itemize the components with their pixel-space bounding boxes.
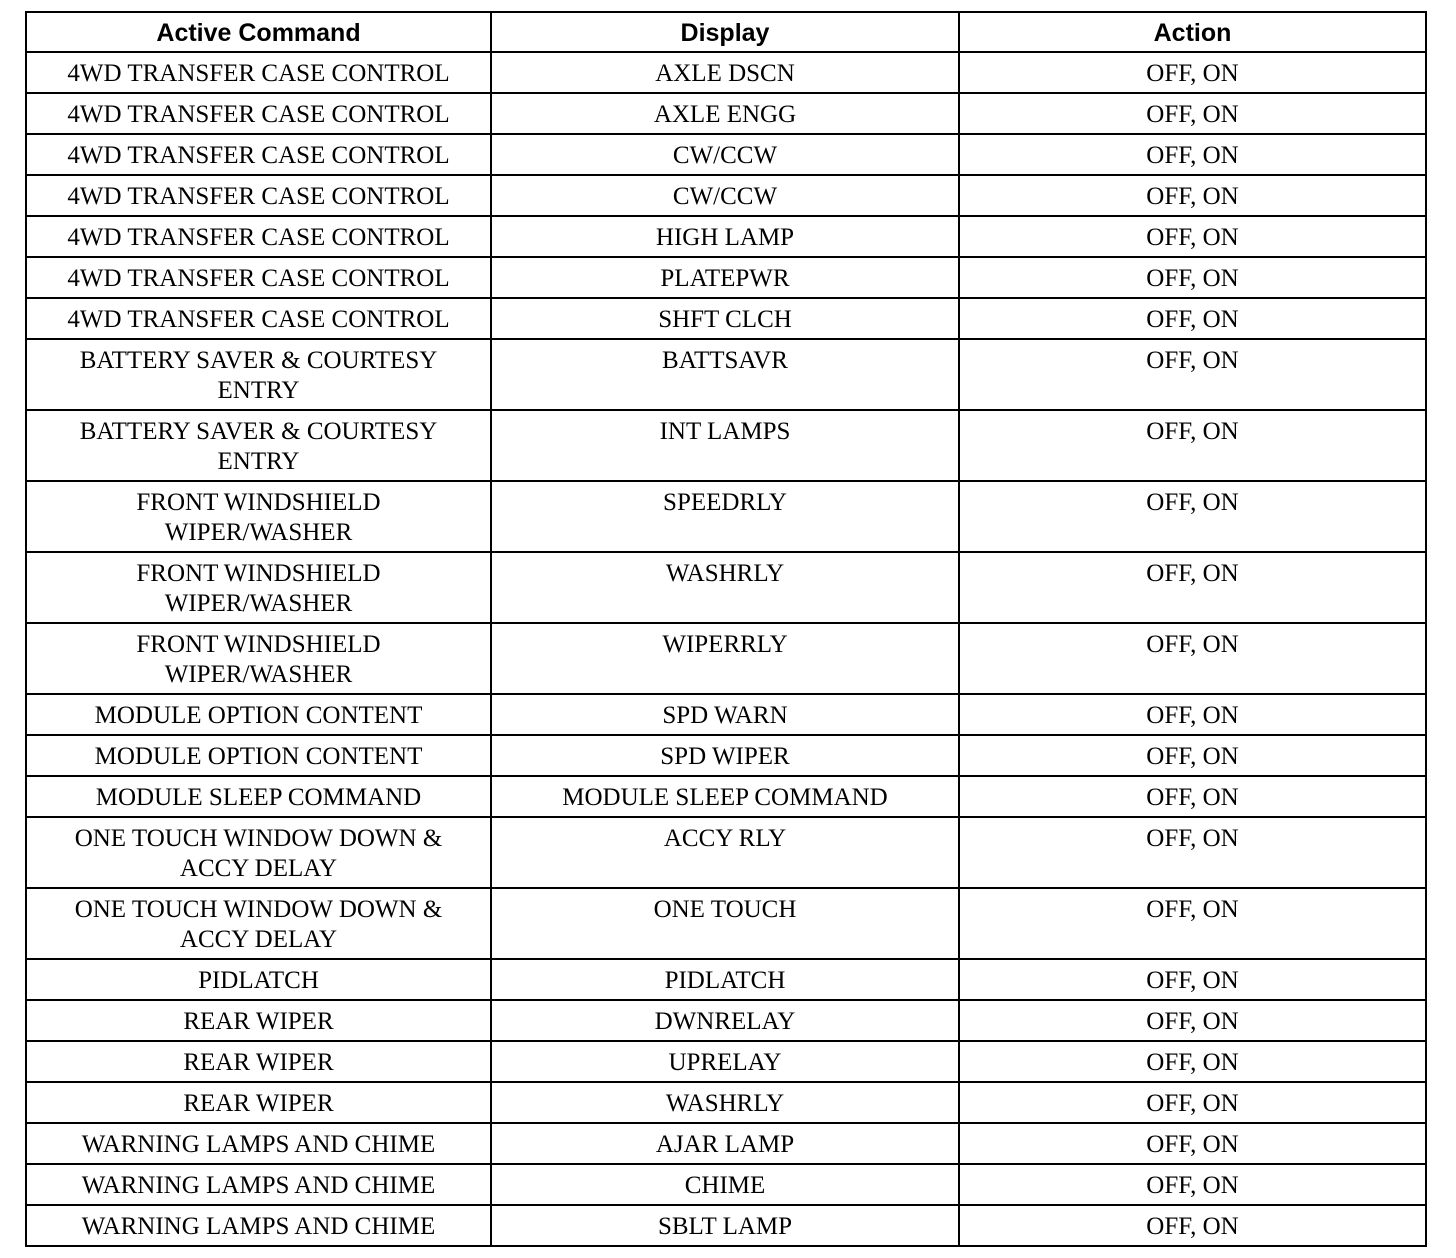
table-row [26, 776, 1426, 817]
cell-action: OFF, ON [959, 959, 1426, 1000]
cell-display: UPRELAY [491, 1041, 959, 1082]
cell-action: OFF, ON [959, 817, 1426, 888]
cell-display: AXLE ENGG [491, 93, 959, 134]
cell-action: OFF, ON [959, 776, 1426, 817]
cell-display: CW/CCW [491, 175, 959, 216]
table-row [26, 257, 1426, 298]
cell-active-command: ONE TOUCH WINDOW DOWN & ACCY DELAY [26, 888, 491, 959]
cell-action: OFF, ON [959, 1000, 1426, 1041]
table-row [26, 623, 1426, 694]
cell-display: BATTSAVR [491, 339, 959, 410]
cell-display: WASHRLY [491, 1082, 959, 1123]
table-row [26, 175, 1426, 216]
cell-active-command: REAR WIPER [26, 1082, 491, 1123]
cell-active-command: 4WD TRANSFER CASE CONTROL [26, 134, 491, 175]
cell-display: CW/CCW [491, 134, 959, 175]
cell-active-command: BATTERY SAVER & COURTESY ENTRY [26, 410, 491, 481]
cell-action: OFF, ON [959, 257, 1426, 298]
table-body [26, 52, 1426, 1246]
cell-active-command: PIDLATCH [26, 959, 491, 1000]
cell-action: OFF, ON [959, 52, 1426, 93]
table-row [26, 817, 1426, 888]
cell-display: DWNRELAY [491, 1000, 959, 1041]
cell-active-command: FRONT WINDSHIELD WIPER/WASHER [26, 623, 491, 694]
cell-action: OFF, ON [959, 93, 1426, 134]
table-row [26, 1041, 1426, 1082]
table-row [26, 959, 1426, 1000]
cell-display: SBLT LAMP [491, 1205, 959, 1246]
cell-display: SHFT CLCH [491, 298, 959, 339]
table-row [26, 888, 1426, 959]
cell-active-command: 4WD TRANSFER CASE CONTROL [26, 216, 491, 257]
cell-display: PIDLATCH [491, 959, 959, 1000]
cell-display: CHIME [491, 1164, 959, 1205]
table-row [26, 1164, 1426, 1205]
cell-action: OFF, ON [959, 175, 1426, 216]
cell-action: OFF, ON [959, 1205, 1426, 1246]
cell-action: OFF, ON [959, 623, 1426, 694]
cell-active-command: FRONT WINDSHIELD WIPER/WASHER [26, 481, 491, 552]
cell-active-command: REAR WIPER [26, 1041, 491, 1082]
header-active-command: Active Command [26, 12, 491, 52]
table-row [26, 93, 1426, 134]
cell-active-command: 4WD TRANSFER CASE CONTROL [26, 298, 491, 339]
cell-active-command: 4WD TRANSFER CASE CONTROL [26, 93, 491, 134]
cell-active-command: REAR WIPER [26, 1000, 491, 1041]
table-row [26, 1082, 1426, 1123]
table-row [26, 1000, 1426, 1041]
cell-display: ACCY RLY [491, 817, 959, 888]
cell-display: AXLE DSCN [491, 52, 959, 93]
cell-active-command: WARNING LAMPS AND CHIME [26, 1164, 491, 1205]
cell-display: HIGH LAMP [491, 216, 959, 257]
cell-action: OFF, ON [959, 298, 1426, 339]
table-row [26, 1123, 1426, 1164]
table-row [26, 298, 1426, 339]
cell-active-command: WARNING LAMPS AND CHIME [26, 1205, 491, 1246]
cell-display: PLATEPWR [491, 257, 959, 298]
table-row [26, 735, 1426, 776]
cell-display: WASHRLY [491, 552, 959, 623]
cell-action: OFF, ON [959, 1123, 1426, 1164]
table-row [26, 410, 1426, 481]
cell-active-command: 4WD TRANSFER CASE CONTROL [26, 257, 491, 298]
table-row [26, 552, 1426, 623]
cell-action: OFF, ON [959, 216, 1426, 257]
cell-display: ONE TOUCH [491, 888, 959, 959]
cell-display: AJAR LAMP [491, 1123, 959, 1164]
header-action: Action [959, 12, 1426, 52]
cell-action: OFF, ON [959, 481, 1426, 552]
table-row [26, 339, 1426, 410]
table-row [26, 216, 1426, 257]
table-row [26, 1205, 1426, 1246]
table-header-row [26, 12, 1426, 52]
cell-display: MODULE SLEEP COMMAND [491, 776, 959, 817]
cell-display: SPD WARN [491, 694, 959, 735]
cell-action: OFF, ON [959, 735, 1426, 776]
cell-display: INT LAMPS [491, 410, 959, 481]
cell-action: OFF, ON [959, 694, 1426, 735]
cell-display: SPEEDRLY [491, 481, 959, 552]
cell-active-command: 4WD TRANSFER CASE CONTROL [26, 175, 491, 216]
cell-active-command: MODULE OPTION CONTENT [26, 694, 491, 735]
header-display: Display [491, 12, 959, 52]
active-command-table [25, 11, 1427, 1247]
table-row [26, 134, 1426, 175]
table-row [26, 52, 1426, 93]
table-row [26, 694, 1426, 735]
cell-active-command: FRONT WINDSHIELD WIPER/WASHER [26, 552, 491, 623]
cell-action: OFF, ON [959, 339, 1426, 410]
cell-action: OFF, ON [959, 1041, 1426, 1082]
table-row [26, 481, 1426, 552]
cell-active-command: MODULE OPTION CONTENT [26, 735, 491, 776]
cell-display: SPD WIPER [491, 735, 959, 776]
cell-display: WIPERRLY [491, 623, 959, 694]
cell-active-command: MODULE SLEEP COMMAND [26, 776, 491, 817]
cell-active-command: WARNING LAMPS AND CHIME [26, 1123, 491, 1164]
cell-action: OFF, ON [959, 1164, 1426, 1205]
cell-action: OFF, ON [959, 1082, 1426, 1123]
cell-action: OFF, ON [959, 552, 1426, 623]
cell-active-command: BATTERY SAVER & COURTESY ENTRY [26, 339, 491, 410]
cell-action: OFF, ON [959, 410, 1426, 481]
cell-action: OFF, ON [959, 888, 1426, 959]
cell-active-command: 4WD TRANSFER CASE CONTROL [26, 52, 491, 93]
cell-active-command: ONE TOUCH WINDOW DOWN & ACCY DELAY [26, 817, 491, 888]
cell-action: OFF, ON [959, 134, 1426, 175]
